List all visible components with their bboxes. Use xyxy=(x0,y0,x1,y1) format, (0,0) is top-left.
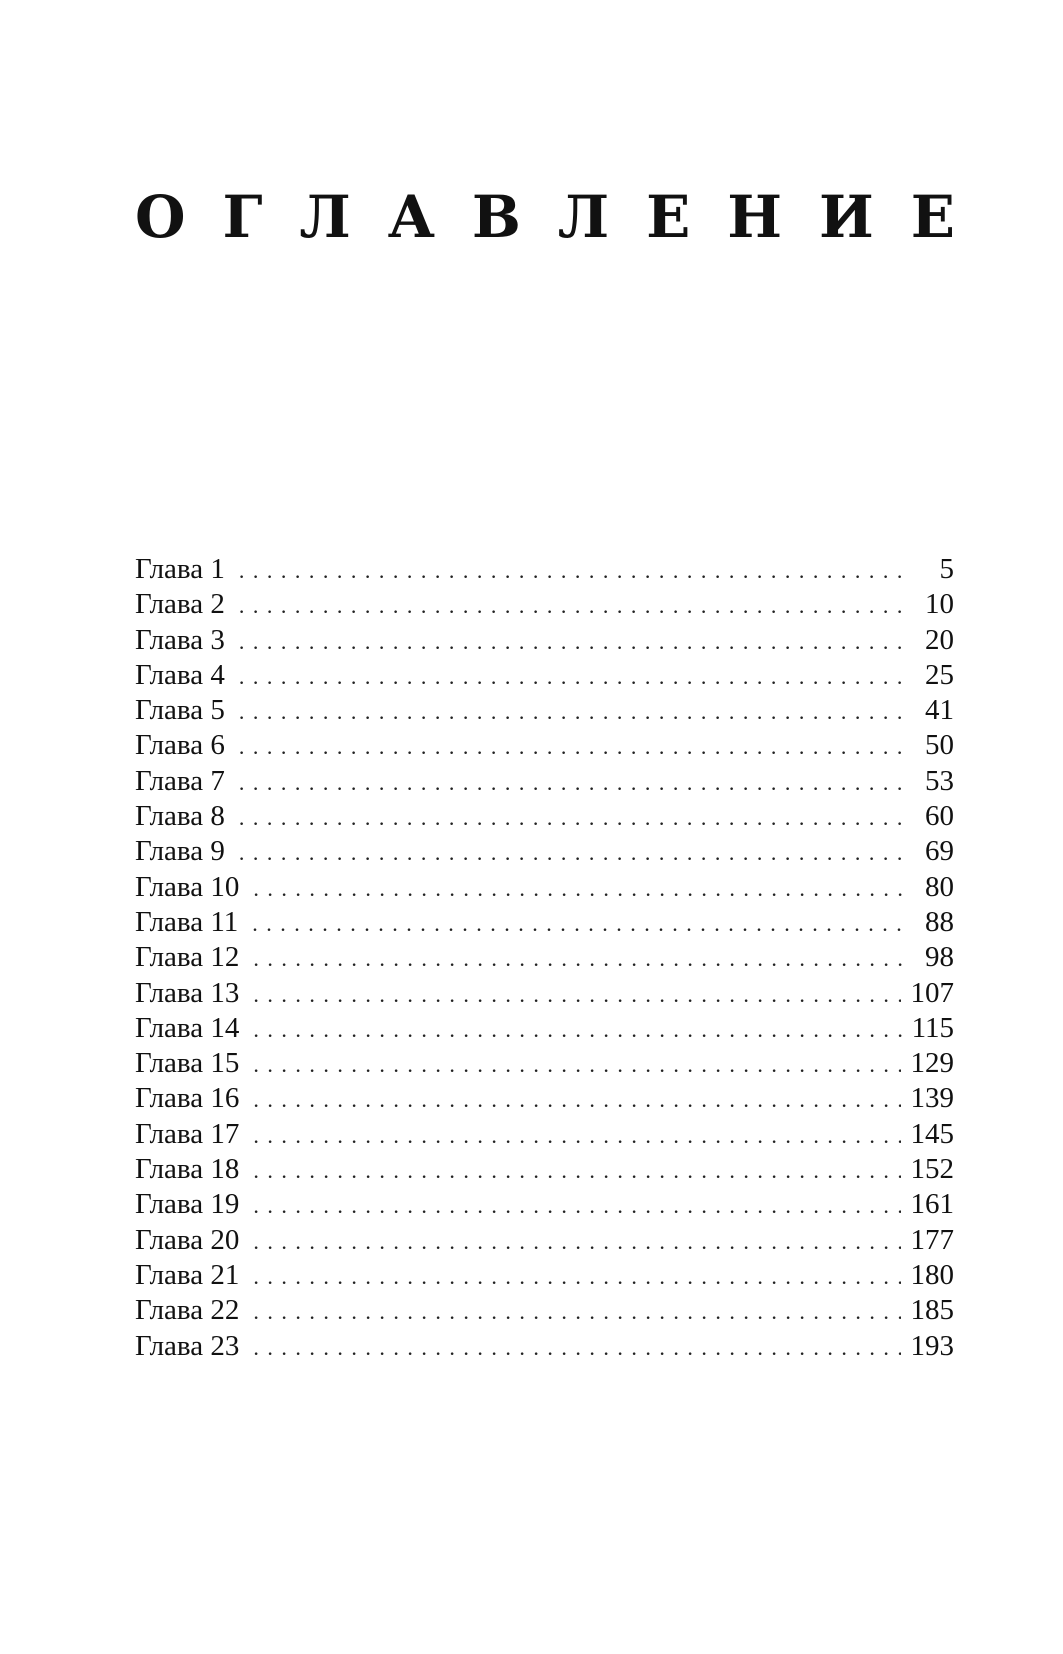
toc-entry-label: Глава 10 xyxy=(135,870,240,903)
toc-entry-page: 80 xyxy=(925,870,954,903)
dot-leader xyxy=(253,977,900,1012)
title-letter: Е xyxy=(646,182,691,251)
dot-leader xyxy=(239,553,908,588)
dot-leader xyxy=(239,729,908,764)
dot-leader xyxy=(253,871,908,906)
toc-entry-label: Глава 14 xyxy=(135,1011,240,1044)
toc-entry-page: 129 xyxy=(910,1047,954,1080)
title-letter: Г xyxy=(222,182,263,251)
toc-entry[interactable] xyxy=(135,870,954,905)
table-of-contents xyxy=(135,552,954,1364)
toc-entry-page: 5 xyxy=(939,553,954,585)
toc-entry[interactable] xyxy=(135,1293,954,1328)
toc-entry[interactable] xyxy=(135,623,954,658)
toc-entry-page: 50 xyxy=(925,729,954,762)
dot-leader xyxy=(239,800,908,835)
toc-entry-label: Глава 8 xyxy=(135,800,225,833)
toc-entry-label: Глава 17 xyxy=(135,1117,240,1150)
toc-entry[interactable] xyxy=(135,905,954,940)
dot-leader xyxy=(252,906,908,941)
toc-entry-label: Глава 2 xyxy=(135,588,225,621)
dot-leader xyxy=(253,1082,900,1117)
toc-entry-label: Глава 15 xyxy=(135,1047,240,1080)
dot-leader xyxy=(253,941,908,976)
toc-entry-label: Глава 5 xyxy=(135,694,225,727)
title-letter: И xyxy=(818,182,874,251)
toc-entry[interactable] xyxy=(135,1258,954,1293)
dot-leader xyxy=(253,1259,900,1294)
toc-entry-page: 20 xyxy=(925,623,954,656)
toc-entry-page: 53 xyxy=(925,764,954,797)
dot-leader xyxy=(253,1224,900,1259)
toc-entry[interactable] xyxy=(135,1046,954,1081)
toc-entry[interactable] xyxy=(135,940,954,975)
toc-entry-page: 161 xyxy=(910,1188,954,1221)
title-letter: Н xyxy=(727,182,783,251)
toc-entry-page: 107 xyxy=(910,976,954,1009)
toc-entry-label: Глава 20 xyxy=(135,1223,240,1256)
toc-entry[interactable] xyxy=(135,728,954,763)
toc-entry-label: Глава 9 xyxy=(135,835,225,868)
title-letter: О xyxy=(135,182,186,251)
toc-entry[interactable] xyxy=(135,693,954,728)
toc-entry-label: Глава 11 xyxy=(135,905,239,938)
title-letter: Е xyxy=(910,182,955,251)
toc-entry-page: 25 xyxy=(925,658,954,691)
toc-entry[interactable] xyxy=(135,1329,954,1364)
dot-leader xyxy=(253,1153,900,1188)
toc-entry[interactable] xyxy=(135,1081,954,1116)
toc-entry-page: 10 xyxy=(925,588,954,621)
toc-entry-page: 139 xyxy=(910,1082,954,1115)
toc-entry[interactable] xyxy=(135,764,954,799)
title-letter: Л xyxy=(557,182,610,251)
toc-entry-label: Глава 3 xyxy=(135,623,225,656)
dot-leader xyxy=(253,1047,900,1082)
toc-entry-page: 193 xyxy=(910,1329,954,1362)
dot-leader xyxy=(239,694,908,729)
toc-entry-label: Глава 12 xyxy=(135,941,240,974)
toc-entry-label: Глава 19 xyxy=(135,1188,240,1221)
toc-entry-page: 60 xyxy=(925,800,954,833)
title-letter: В xyxy=(471,182,521,251)
toc-entry-page: 88 xyxy=(925,905,954,938)
dot-leader xyxy=(239,835,908,870)
dot-leader xyxy=(253,1118,900,1153)
toc-entry[interactable] xyxy=(135,552,954,587)
toc-entry-page: 177 xyxy=(910,1223,954,1256)
toc-entry-page: 152 xyxy=(910,1153,954,1186)
dot-leader xyxy=(253,1330,900,1365)
dot-leader xyxy=(253,1294,900,1329)
dot-leader xyxy=(253,1188,900,1223)
page-title xyxy=(135,179,955,255)
toc-entry[interactable] xyxy=(135,1117,954,1152)
dot-leader xyxy=(239,624,908,659)
toc-entry-page: 69 xyxy=(925,835,954,868)
title-letter: А xyxy=(387,182,435,251)
toc-entry-label: Глава 7 xyxy=(135,764,225,797)
dot-leader xyxy=(253,1012,901,1047)
toc-entry[interactable] xyxy=(135,658,954,693)
toc-entry[interactable] xyxy=(135,1152,954,1187)
dot-leader xyxy=(239,588,908,623)
toc-entry[interactable] xyxy=(135,1223,954,1258)
dot-leader xyxy=(239,659,908,694)
toc-entry-label: Глава 22 xyxy=(135,1294,240,1327)
toc-entry-page: 180 xyxy=(910,1258,954,1291)
toc-entry-label: Глава 16 xyxy=(135,1082,240,1115)
toc-entry-page: 185 xyxy=(910,1294,954,1327)
toc-entry-page: 41 xyxy=(925,694,954,727)
toc-entry-label: Глава 18 xyxy=(135,1153,240,1186)
toc-entry-label: Глава 4 xyxy=(135,658,225,691)
title-letter: Л xyxy=(299,182,351,251)
toc-entry-label: Глава 21 xyxy=(135,1258,240,1291)
toc-entry[interactable] xyxy=(135,1187,954,1222)
toc-entry-page: 98 xyxy=(925,941,954,974)
toc-entry[interactable] xyxy=(135,799,954,834)
toc-entry-label: Глава 1 xyxy=(135,553,225,585)
toc-entry[interactable] xyxy=(135,1011,954,1046)
toc-entry-page: 145 xyxy=(910,1117,954,1150)
toc-entry-label: Глава 13 xyxy=(135,976,240,1009)
toc-entry-label: Глава 6 xyxy=(135,729,225,762)
toc-entry[interactable] xyxy=(135,587,954,622)
toc-entry[interactable] xyxy=(135,976,954,1011)
toc-entry-label: Глава 23 xyxy=(135,1329,240,1362)
toc-entry[interactable] xyxy=(135,834,954,869)
dot-leader xyxy=(239,765,908,800)
toc-entry-page: 115 xyxy=(911,1011,954,1044)
